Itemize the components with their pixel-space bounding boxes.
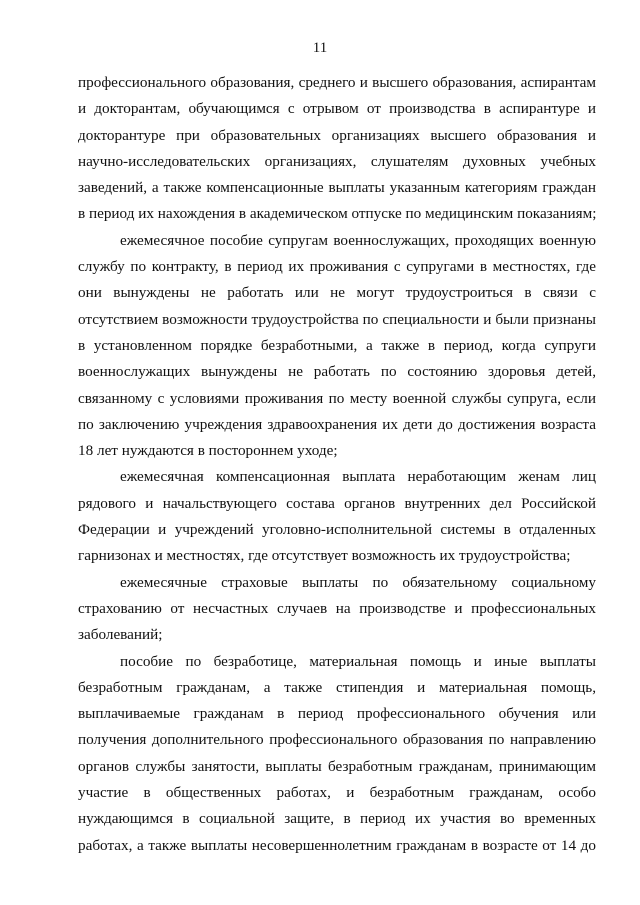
text-line: в период их нахождения в академическом отпуске по медицинским показаниям; xyxy=(78,205,597,223)
text-line: научно-исследовательских организациях, слушателям духовных учебных xyxy=(78,152,596,170)
text-line: службу по контракту, в период их проживания с супругами в местностях, где xyxy=(78,258,596,276)
text-line: связанному с условиями проживания по месту военной службы супруга, если xyxy=(78,389,596,407)
text-line: они вынуждены не работать или не могут трудоустроиться в связи с xyxy=(78,284,596,302)
text-line: получения дополнительного профессионального образования по направлению xyxy=(78,731,596,749)
paragraph xyxy=(78,228,596,465)
text-line: военнослужащих вынуждены не работать по состоянию здоровья детей, xyxy=(78,363,596,381)
text-line: рядового и начальствующего состава органов внутренних дел Российской xyxy=(78,494,596,512)
text-line: работах, а также выплаты несовершеннолетним гражданам в возрасте от 14 до xyxy=(78,836,596,854)
page-number: 11 xyxy=(312,40,328,56)
text-line: гарнизонах и местностях, где отсутствует возможность их трудоустройства; xyxy=(78,547,571,565)
text-line: по заключению учреждения здравоохранения их дети до достижения возраста xyxy=(78,415,596,433)
text-line: 18 лет нуждаются в постороннем уходе; xyxy=(78,442,338,460)
text-line: страхованию от несчастных случаев на производстве и профессиональных xyxy=(78,599,596,617)
document-body xyxy=(78,70,596,859)
text-line: заведений, а также компенсационные выплаты указанным категориям граждан xyxy=(78,179,596,197)
text-line: заболеваний; xyxy=(78,626,163,644)
text-line: Федерации и учреждений уголовно-исполнительной системы в отдаленных xyxy=(78,521,596,539)
text-line: выплачиваемые гражданам в период профессионального обучения или xyxy=(78,705,596,723)
text-line: ежемесячная компенсационная выплата неработающим женам лиц xyxy=(120,468,596,486)
text-line: профессионального образования, среднего и высшего образования, аспирантам xyxy=(78,74,596,91)
text-line: безработным гражданам, а также стипендия и материальная помощь, xyxy=(78,678,596,696)
text-line: участие в общественных работах, и безработным гражданам, особо xyxy=(78,784,596,802)
text-line: нуждающимся в социальной защите, в период их участия во временных xyxy=(78,810,596,828)
text-line: в установленном порядке безработными, а также в период, когда супруги xyxy=(78,336,596,354)
text-line: ежемесячные страховые выплаты по обязательному социальному xyxy=(120,573,596,591)
text-line: ежемесячное пособие супругам военнослужащих, проходящих военную xyxy=(120,231,596,249)
paragraph xyxy=(78,464,596,569)
text-line: органов службы занятости, выплаты безработным гражданам, принимающим xyxy=(78,757,596,775)
text-line: и докторантам, обучающимся с отрывом от производства в аспирантуре и xyxy=(78,100,596,118)
paragraph xyxy=(78,70,596,228)
text-line: пособие по безработице, материальная помощь и иные выплаты xyxy=(120,652,596,670)
paragraph xyxy=(78,570,596,649)
text-line: отсутствием возможности трудоустройства по специальности и были признаны xyxy=(78,310,596,328)
paragraph xyxy=(78,649,596,859)
text-line: докторантуре при образовательных организациях высшего образования и xyxy=(78,126,596,144)
